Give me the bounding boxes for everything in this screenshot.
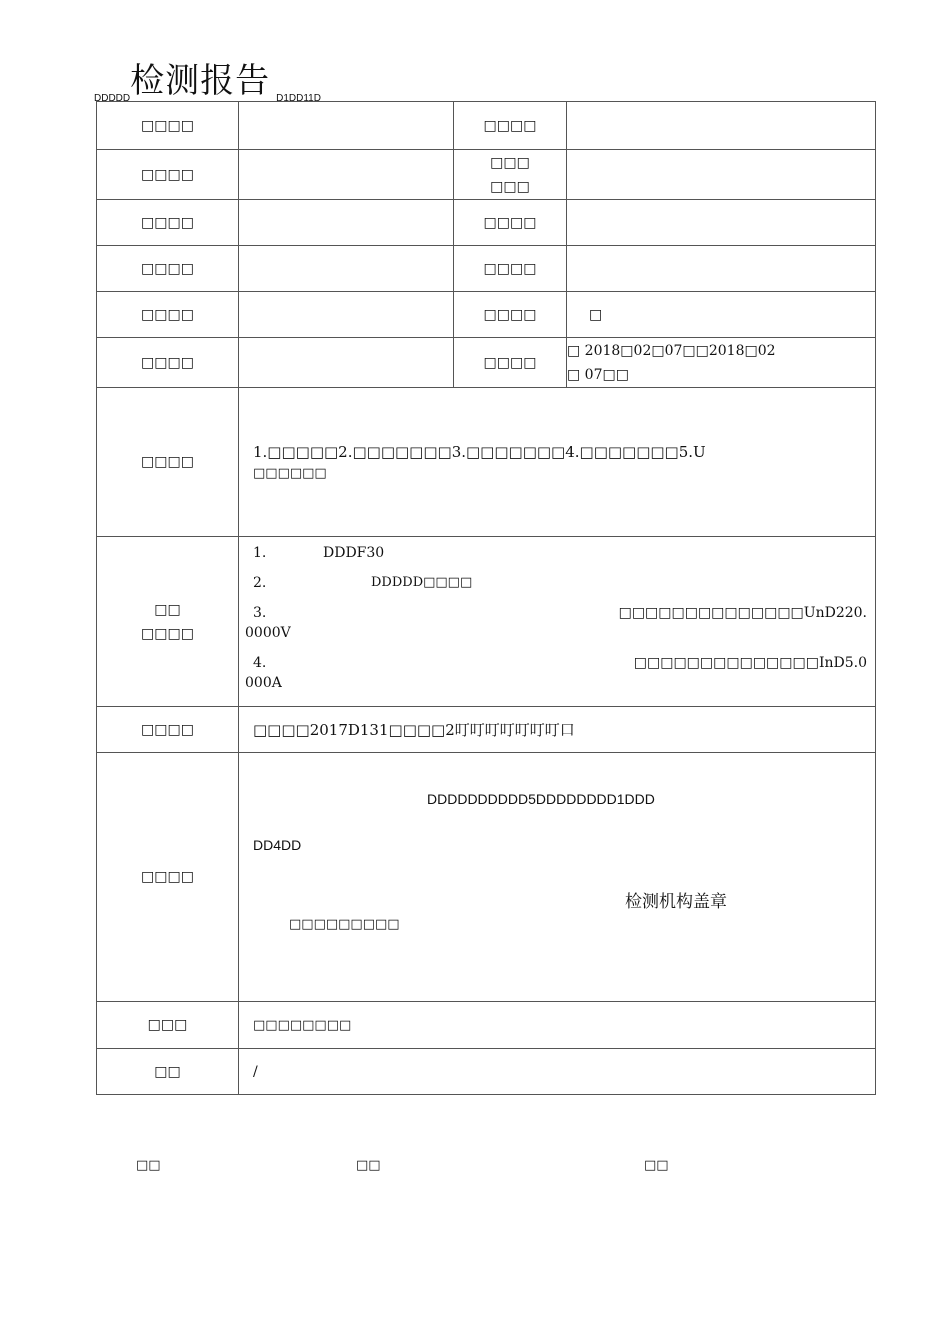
- footer-right-label: □□: [644, 1158, 669, 1173]
- header-suffix: D1DD11D: [276, 93, 321, 104]
- param-4-num: 4.: [253, 655, 267, 671]
- row2-label2: [454, 150, 567, 200]
- params-label-line2: □□□□: [141, 625, 194, 642]
- conclusion-line2: DD4DD: [253, 837, 302, 853]
- row5-label1: □□□□: [97, 292, 239, 338]
- param-item-1: [239, 543, 875, 563]
- conclusion-body: [239, 753, 875, 1001]
- param-item-3: [239, 603, 875, 623]
- param-2-num: 2.: [253, 575, 267, 591]
- basis-label: □□□□: [97, 707, 239, 753]
- row2-value1: [239, 150, 454, 200]
- param-2-text: DDDDD□□□□: [371, 575, 473, 590]
- table-row: [97, 537, 876, 707]
- table-row: [97, 150, 876, 200]
- row6-value1: [239, 338, 454, 388]
- row6-label1: □□□□: [97, 338, 239, 388]
- table-row: [97, 102, 876, 150]
- table-row: [97, 200, 876, 246]
- conclusion-line1: DDDDDDDDDD5DDDDDDDD1DDD: [427, 791, 655, 807]
- param-item-2: [239, 573, 875, 593]
- test-items-line2: □□□□□□: [253, 466, 327, 481]
- params-label: [97, 537, 239, 707]
- inspector-label: □□□: [97, 1002, 239, 1049]
- row2-value2: [567, 150, 876, 200]
- conclusion-cell: [239, 753, 876, 1002]
- param-4-text: □□□□□□□□□□□□□□InD5.0: [633, 655, 867, 671]
- row5-value1: [239, 292, 454, 338]
- items-label: □□□□: [97, 388, 239, 537]
- table-row: [97, 388, 876, 537]
- row3-label1: □□□□: [97, 200, 239, 246]
- row5-label2: □□□□: [454, 292, 567, 338]
- basis-value: □□□□2017D131□□□□2叮叮叮叮叮叮叮口: [239, 707, 876, 753]
- row3-label2: □□□□: [454, 200, 567, 246]
- param-3-cont: 0000V: [245, 625, 291, 641]
- row2-label2-line2: □□□: [490, 178, 530, 195]
- table-row: [97, 338, 876, 388]
- test-params: [239, 537, 876, 707]
- footer-middle-label: □□: [356, 1158, 381, 1173]
- table-row: [97, 1049, 876, 1095]
- conclusion-date: □□□□□□□□□: [289, 917, 400, 932]
- report-header: [94, 58, 321, 104]
- header-prefix: DDDDD: [94, 93, 131, 104]
- param-item-4: [239, 653, 875, 673]
- footer-left-label: □□: [136, 1158, 161, 1173]
- row1-label1: □□□□: [97, 102, 239, 150]
- row3-value2: [567, 200, 876, 246]
- row4-value1: [239, 246, 454, 292]
- report-table: [96, 101, 876, 1095]
- test-items: [239, 388, 876, 537]
- table-row: [97, 292, 876, 338]
- row1-label2: □□□□: [454, 102, 567, 150]
- inspector-value: □□□□□□□□: [239, 1002, 876, 1049]
- row6-label2: □□□□: [454, 338, 567, 388]
- test-items-line1: 1.□□□□□2.□□□□□□□3.□□□□□□□4.□□□□□□□5.U: [253, 443, 706, 461]
- row1-value1: [239, 102, 454, 150]
- table-row: [97, 1002, 876, 1049]
- param-3-text: □□□□□□□□□□□□□□UnD220.: [618, 605, 867, 621]
- conclusion-label: □□□□: [97, 753, 239, 1002]
- test-date-line1: □ 2018□02□07□□2018□02: [567, 342, 776, 359]
- row5-value2: □: [567, 292, 876, 338]
- params-label-line1: □□: [154, 601, 181, 618]
- report-title: 检测报告: [130, 61, 271, 101]
- test-date-line2: □ 07□□: [567, 366, 629, 383]
- param-4-cont: 000A: [245, 675, 282, 691]
- row2-label2-line1: □□□: [490, 154, 530, 171]
- row4-label1: □□□□: [97, 246, 239, 292]
- test-date-range: [567, 338, 876, 388]
- stamp-text: 检测机构盖章: [625, 892, 727, 912]
- param-3-num: 3.: [253, 605, 267, 621]
- row3-value1: [239, 200, 454, 246]
- table-row: [97, 246, 876, 292]
- row2-label1: □□□□: [97, 150, 239, 200]
- table-row: [97, 753, 876, 1002]
- param-1-text: DDDF30: [323, 545, 385, 561]
- remark-label: □□: [97, 1049, 239, 1095]
- row1-value2: [567, 102, 876, 150]
- row4-label2: □□□□: [454, 246, 567, 292]
- param-1-num: 1.: [253, 545, 267, 561]
- row4-value2: [567, 246, 876, 292]
- table-row: [97, 707, 876, 753]
- remark-value: /: [239, 1049, 876, 1095]
